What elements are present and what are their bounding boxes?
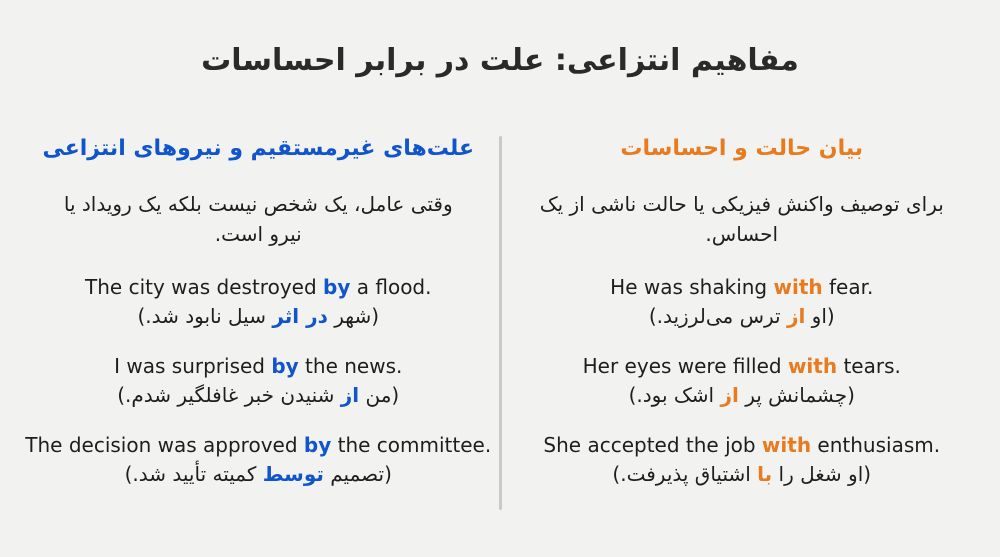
example-english-sentence [22, 273, 495, 302]
highlighted-word: by [303, 432, 332, 457]
sentence-text: a flood. [350, 274, 432, 299]
sentence-text: (چشمانش پر [738, 382, 855, 407]
sentence-text: tears. [837, 353, 901, 378]
highlighted-word: از [720, 382, 739, 407]
example-fear [506, 273, 979, 331]
sentence-text: اشتیاق پذیرفت.) [612, 461, 758, 486]
sentence-text: کمیته تأیید شد.) [124, 461, 263, 486]
column-divider [499, 136, 502, 510]
highlighted-word: by [271, 353, 299, 378]
sentence-text: (شهر [327, 303, 380, 328]
example-persian-translation [506, 460, 979, 489]
sentence-text: اشک بود.) [628, 382, 721, 407]
example-english-sentence [22, 352, 495, 381]
sentence-text: Her eyes were filled [582, 353, 788, 378]
example-english-sentence [506, 352, 979, 381]
highlighted-word: with [761, 432, 812, 457]
column-description-states-feelings: برای توصیف واکنش فیزیکی یا حالت ناشی از یک احساس. [539, 191, 944, 246]
sentence-text: the news. [298, 353, 403, 378]
sentence-text: He was shaking [610, 274, 774, 299]
example-persian-translation [22, 460, 495, 489]
sentence-text: (من [359, 382, 400, 407]
sentence-text: The decision was approved [25, 432, 304, 457]
highlighted-word: از [786, 303, 806, 328]
sentence-text: (او [805, 303, 835, 328]
example-persian-translation [506, 381, 979, 410]
sentence-text: ترس می‌لرزید.) [648, 303, 787, 328]
sentence-text: the committee. [331, 432, 492, 457]
example-news [22, 352, 495, 410]
example-persian-translation [22, 302, 495, 331]
page-title: مفاهیم انتزاعی: علت در برابر احساسات [201, 43, 799, 78]
column-states-feelings [506, 134, 979, 510]
column-header-states-feelings: بیان حالت و احساسات [620, 136, 864, 161]
example-english-sentence [22, 431, 495, 460]
highlighted-word: در اثر [272, 303, 328, 328]
highlighted-word: از [340, 382, 360, 407]
example-committee [22, 431, 495, 489]
columns-container [0, 134, 1000, 510]
column-description-indirect-causes: وقتی عامل، یک شخص نیست بلکه یک رویداد یا نیرو است. [63, 191, 453, 246]
example-persian-translation [506, 302, 979, 331]
highlighted-word: توسط [262, 461, 324, 486]
sentence-text: (او شغل را [772, 461, 872, 486]
example-enthusiasm [506, 431, 979, 489]
column-indirect-causes [22, 134, 495, 510]
sentence-text: سیل نابود شد.) [137, 303, 273, 328]
sentence-text: (تصمیم [323, 461, 392, 486]
example-persian-translation [22, 381, 495, 410]
highlighted-word: by [323, 274, 351, 299]
highlighted-word: با [757, 461, 773, 486]
example-tears [506, 352, 979, 410]
sentence-text: شنیدن خبر غافلگیر شدم.) [117, 382, 341, 407]
example-english-sentence [506, 273, 979, 302]
highlighted-word: with [773, 274, 823, 299]
column-header-indirect-causes: علت‌های غیرمستقیم و نیروهای انتزاعی [42, 136, 475, 161]
example-english-sentence [506, 431, 979, 460]
sentence-text: fear. [822, 274, 874, 299]
sentence-text: The city was destroyed [85, 274, 324, 299]
highlighted-word: with [787, 353, 838, 378]
example-flood [22, 273, 495, 331]
sentence-text: I was surprised [114, 353, 272, 378]
sentence-text: She accepted the job [543, 432, 762, 457]
sentence-text: enthusiasm. [811, 432, 941, 457]
